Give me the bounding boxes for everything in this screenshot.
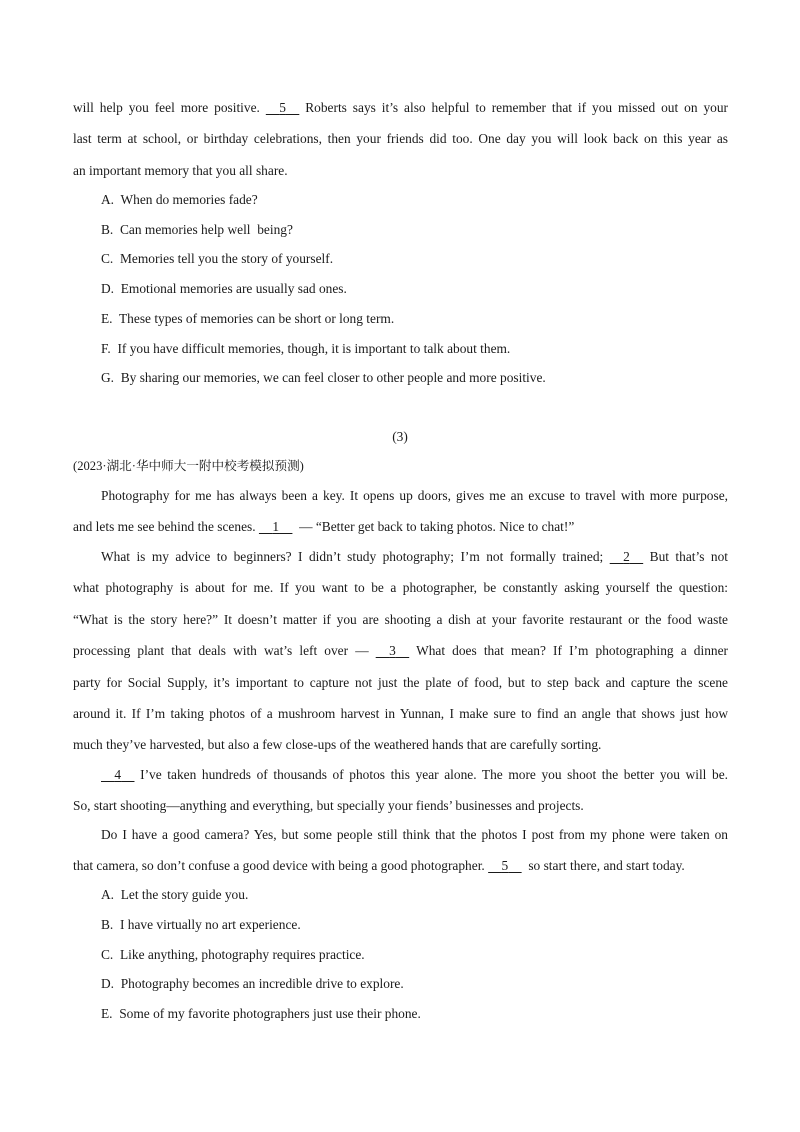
paragraph-line: that camera, so don’t confuse a good device with being a good photographer. 5 so start there, and start today. (73, 858, 685, 873)
paragraph-line: and lets me see behind the scenes. 1 — “Better get back to taking photos. Nice to chat!” (73, 519, 575, 534)
paragraph-line: much they’ve harvested, but also a few close-ups of the weathered hands that are carefully sorting. (73, 737, 602, 752)
option-d: D. Emotional memories are usually sad ones. (101, 281, 347, 296)
paragraph-line: What is my advice to beginners? I didn’t study photography; I’m not formally trained; 2 But that’s not (101, 549, 728, 564)
paragraph-line: “What is the story here?” It doesn’t matter if you are shooting a dish at your favorite restaurant or the food waste (73, 612, 728, 627)
paragraph-line: party for Social Supply, it’s important to capture not just the plate of food, but to step back and capture the scene (73, 675, 728, 690)
paragraph-line: last term at school, or birthday celebrations, then your friends did too. One day you will look back on this year as (73, 131, 728, 146)
passage-number: (3) (392, 429, 408, 444)
blank-4: 4 (114, 767, 122, 782)
option-b: B. Can memories help well being? (101, 222, 293, 237)
paragraph-line: around it. If I’m taking photos of a mushroom harvest in Yunnan, I make sure to find an angle that shows just how (73, 706, 728, 721)
option-b: B. I have virtually no art experience. (101, 917, 301, 932)
text-segment: Roberts says it’s also helpful to remember that if you missed out on your (305, 100, 728, 115)
paragraph-line: processing plant that deals with wat’s left over — 3 What does that mean? If I’m photographing a dinner (73, 643, 728, 658)
blank-5-p3: 5 (501, 858, 509, 873)
paragraph-line: So, start shooting—anything and everything, but specially your fiends’ businesses and projects. (73, 798, 584, 813)
text-segment: will help you feel more positive. (73, 100, 260, 115)
option-a: A. When do memories fade? (101, 192, 258, 207)
blank-5: 5 (279, 100, 286, 115)
blank-1: 1 (272, 519, 280, 534)
paragraph-line: an important memory that you all share. (73, 163, 288, 178)
option-g: G. By sharing our memories, we can feel closer to other people and more positive. (101, 370, 546, 385)
option-d: D. Photography becomes an incredible drive to explore. (101, 976, 404, 991)
option-a: A. Let the story guide you. (101, 887, 249, 902)
blank-3: 3 (389, 643, 396, 658)
option-e: E. Some of my favorite photographers just use their phone. (101, 1006, 421, 1021)
paragraph-line (73, 100, 728, 116)
option-e: E. These types of memories can be short or long term. (101, 311, 395, 326)
paragraph-line: Photography for me has always been a key. It opens up doors, gives me an excuse to travel with more purpose, (101, 488, 728, 503)
paragraph-line: Do I have a good camera? Yes, but some people still think that the photos I post from my phone were taken on (101, 827, 728, 842)
option-c: C. Memories tell you the story of yourself. (101, 251, 334, 266)
option-c: C. Like anything, photography requires practice. (101, 947, 365, 962)
passage-source: (2023·湖北·华中师大一附中校考模拟预测) (73, 459, 304, 473)
blank-2: 2 (623, 549, 630, 564)
paragraph-line: 4 I’ve taken hundreds of thousands of photos this year alone. The more you shoot the better you will be. (101, 767, 728, 783)
paragraph-line: what photography is about for me. If you want to be a photographer, be constantly asking yourself the question: (73, 580, 728, 595)
option-f: F. If you have difficult memories, though, it is important to talk about them. (101, 341, 511, 356)
